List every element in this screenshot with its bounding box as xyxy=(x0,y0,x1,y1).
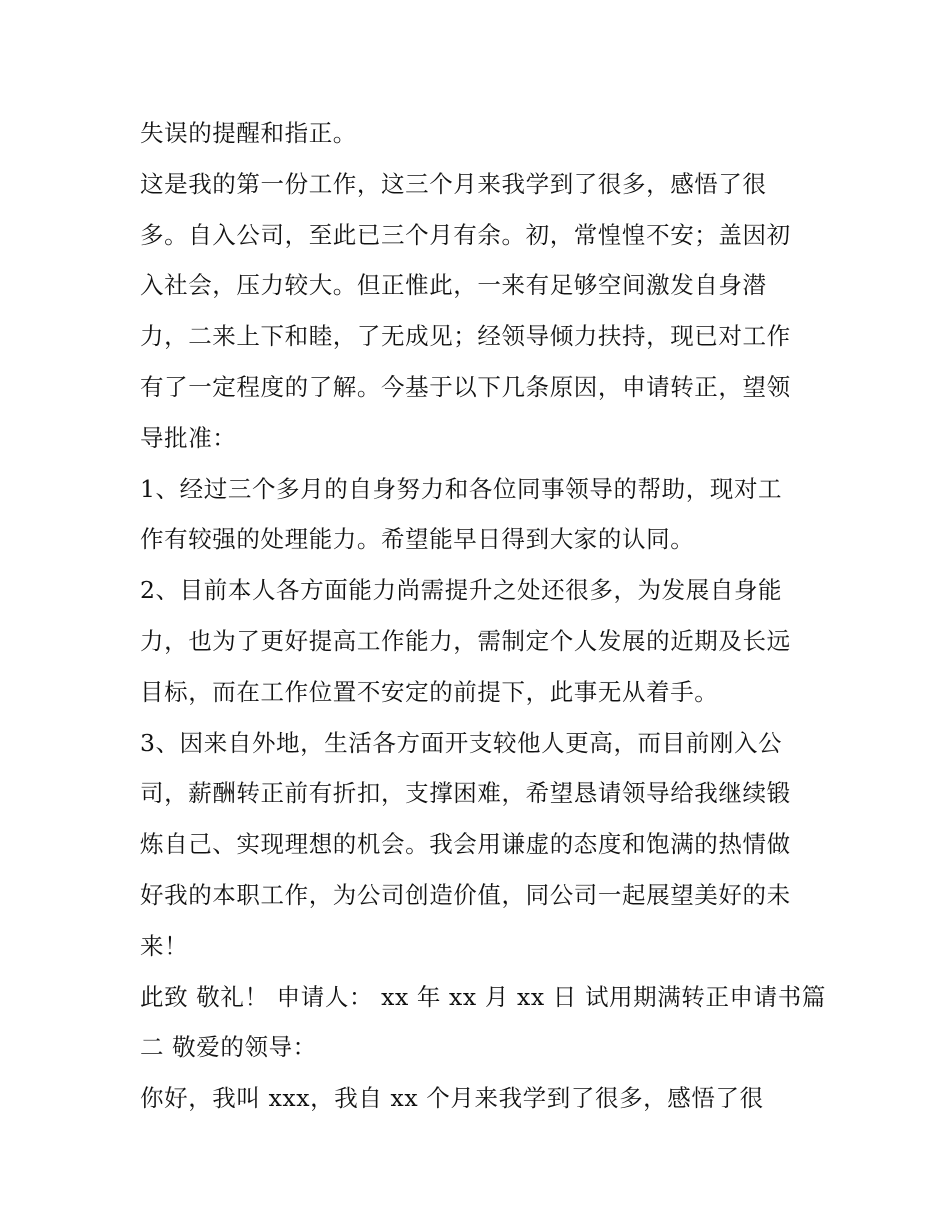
text-line: 导批准： xyxy=(140,423,237,452)
text-line: 1、经过三个多月的自身努力和各位同事领导的帮助，现对工 xyxy=(140,474,783,503)
text-line: 作有较强的处理能力。希望能早日得到大家的认同。 xyxy=(140,525,695,554)
text-line: 炼自己、实现理想的机会。我会用谦虚的态度和饱满的热情做 xyxy=(140,830,791,859)
text-line: 3、因来自外地，生活各方面开支较他人更高，而目前刚入公 xyxy=(140,728,783,757)
text-line: 你好，我叫 xxx，我自 xx 个月来我学到了很多，感悟了很 xyxy=(140,1084,764,1113)
text-line: 司，薪酬转正前有折扣，支撑困难，希望恳请领导给我继续锻 xyxy=(140,779,791,808)
text-line: 失误的提醒和指正。 xyxy=(140,119,357,147)
document-body xyxy=(140,108,826,1124)
text-line: 力，也为了更好提高工作能力，需制定个人发展的近期及长远 xyxy=(140,626,791,655)
text-line: 此致 敬礼！ 申请人： xx 年 xx 月 xx 日 试用期满转正申请书篇 xyxy=(140,982,826,1011)
text-line: 好我的本职工作，为公司创造价值，同公司一起展望美好的未 xyxy=(140,880,791,909)
text-line: 多。自入公司，至此已三个月有余。初，常惶惶不安；盖因初 xyxy=(140,220,791,249)
text-line: 二 敬爱的领导： xyxy=(140,1033,317,1062)
text-line: 2、目前本人各方面能力尚需提升之处还很多，为发展自身能 xyxy=(140,576,783,605)
text-line: 这是我的第一份工作，这三个月来我学到了很多，感悟了很 xyxy=(140,169,767,198)
text-line: 有了一定程度的了解。今基于以下几条原因，申请转正，望领 xyxy=(140,372,791,401)
text-line: 目标，而在工作位置不安定的前提下，此事无从着手。 xyxy=(140,677,719,706)
text-line: 来！ xyxy=(140,931,189,960)
text-line: 入社会，压力较大。但正惟此，一来有足够空间激发自身潜 xyxy=(140,271,767,300)
text-line: 力，二来上下和睦，了无成见；经领导倾力扶持，现已对工作 xyxy=(140,322,791,351)
